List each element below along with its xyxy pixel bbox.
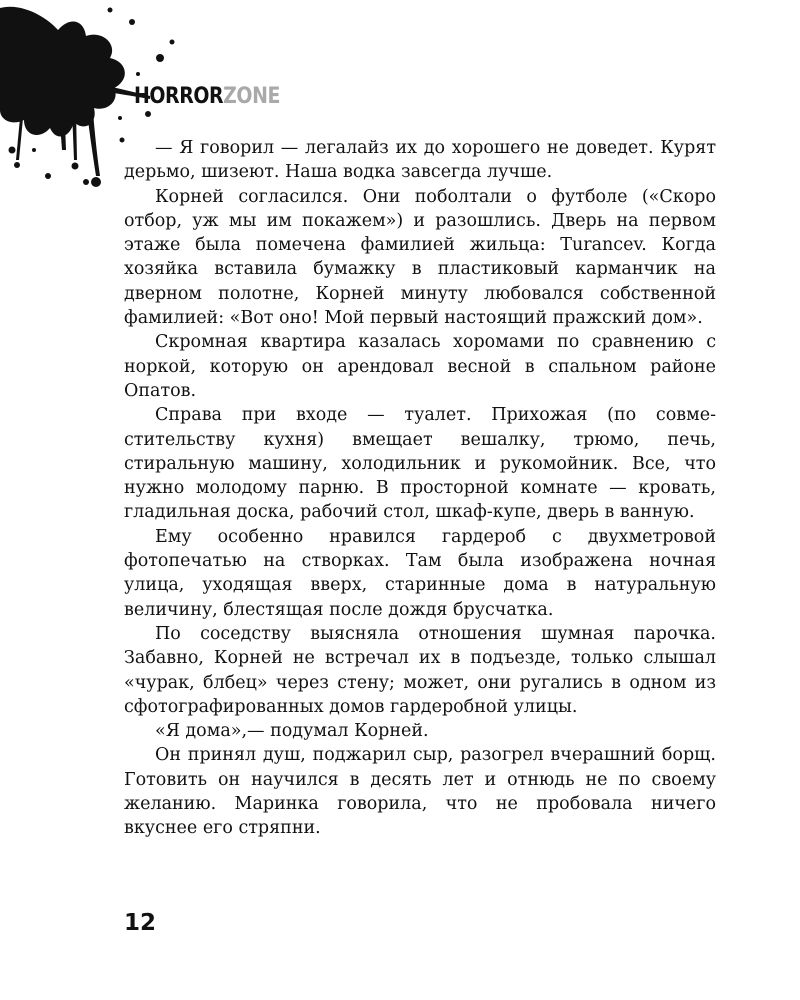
paragraph: «Я дома»,— подумал Корней. [155, 721, 429, 742]
brand-zone: ZONE [223, 84, 280, 109]
body-text [124, 136, 716, 841]
page-number: 12 [124, 910, 157, 936]
paragraph: По соседству выясняла отношения шумная парочка. Забавно, Корней не встречал их в подъезде, только слышал «чурак, блбец» через стену; может, они ругались в одном из сфотографированных домов гардеробной улицы. [124, 623, 716, 717]
paragraph: Справа при входе — туалет. Прихожая (по совместительству кухня) вмещает вешалку, трюмо, печь, стиральную машину, холодильник и рукомойник. Все, что нужно молодому парню. В просторной комнате — кровать, гладильная доска, рабочий стол, шкаф-купе, дверь в ванную. [124, 405, 716, 523]
horrorzone-logo [134, 84, 280, 110]
paragraph: Он принял душ, поджарил сыр, разогрел вчерашний борщ. Готовить он научился в десять лет и отнюдь не по своему желанию. Маринка говорила, что не пробовала ничего вкуснее его стряпни. [124, 745, 716, 839]
paragraph: Корней согласился. Они поболтали о футболе («Скоро отбор, уж мы им покажем») и разошлись. Дверь на первом этаже была помечена фамилией жильца: Turancev. Когда хозяйка вставила бумажку в пластиковый карманчик на дверном полотне, Корней минуту любовался собственной фамилией: «Вот оно! Мой первый настоящий пражский дом». [124, 186, 716, 329]
paragraph: Скромная квартира казалась хоромами по сравнению с норкой, которую он арендовал весной в спальном районе Опатов. [124, 332, 716, 401]
brand-horror: HORROR [134, 84, 224, 109]
paragraph: Ему особенно нравился гардероб с двухметровой фотопечатью на створках. Там была изображена ночная улица, уходящая вверх, старинные дома в натуральную величину, блестящая после дождя брусчатка. [124, 526, 716, 620]
paragraph: — Я говорил — легалайз их до хорошего не доведет. Курят дерьмо, шизеют. Наша водка завсегда лучше. [124, 138, 716, 183]
